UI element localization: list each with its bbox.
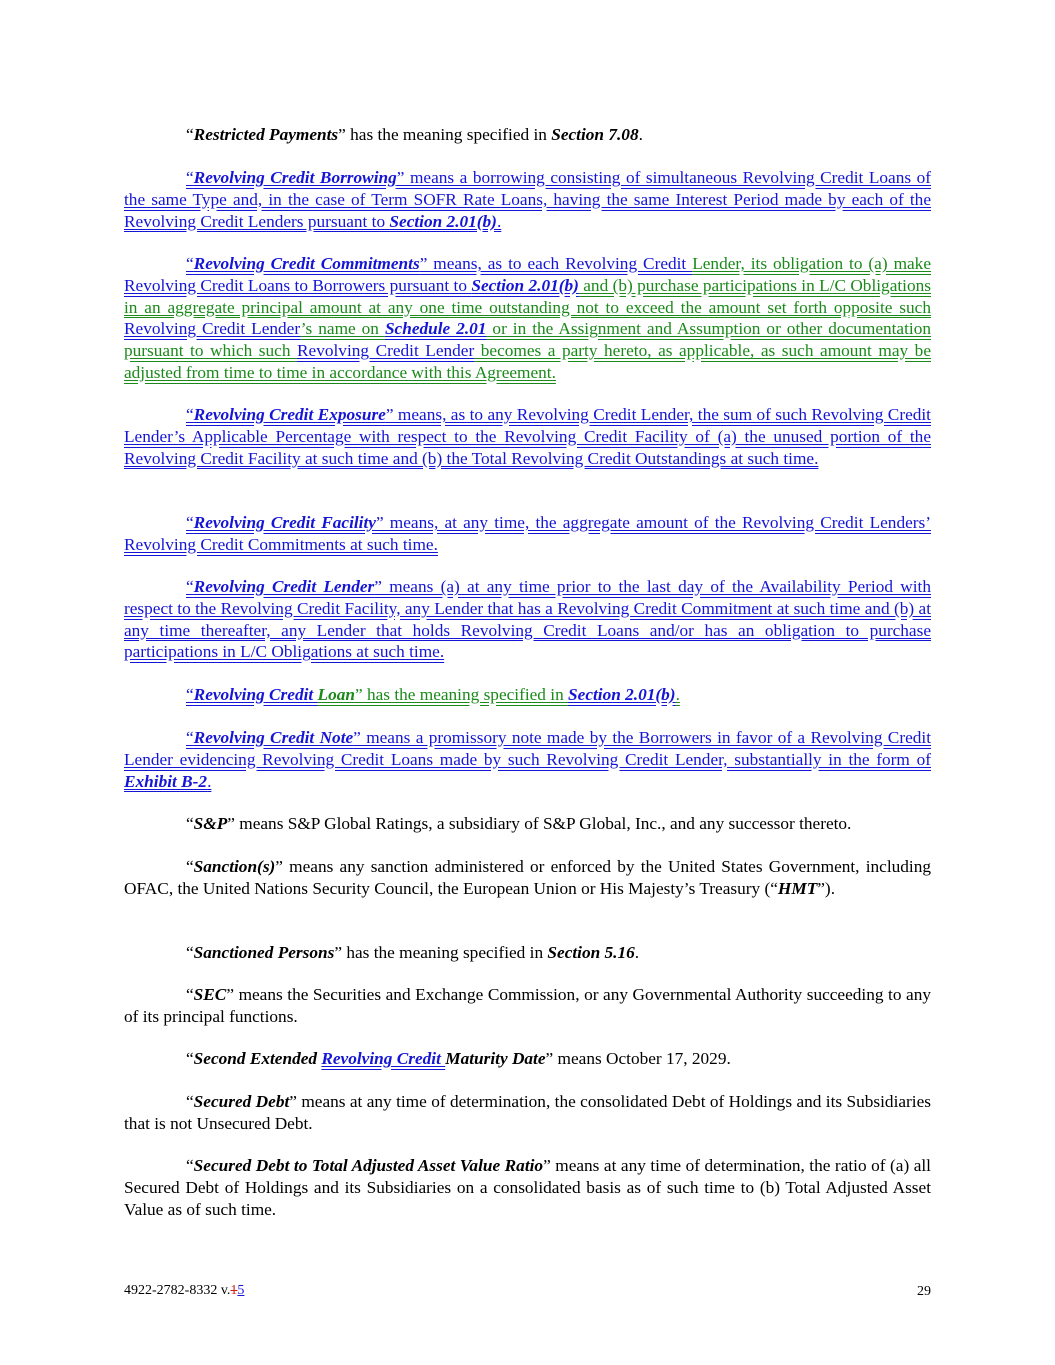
- defined-term: Secured Debt: [193, 1092, 290, 1111]
- defined-term: Revolving Credit Commitments: [193, 254, 420, 273]
- section-reference: Section 2.01(b): [568, 685, 676, 704]
- defined-term: Revolving Credit Borrowing: [193, 168, 397, 187]
- version-inserted: 5: [237, 1283, 245, 1298]
- definition-sanctions: “Sanction(s)” means any sanction administered or enforced by the United States Government, including OFAC, the United Nations Security Council, the European Union or His Majesty’s Treasury (“HMT”).: [124, 857, 931, 898]
- definition-revolving-credit-commitments: “Revolving Credit Commitments” means, as to each Revolving Credit Lender, its obligation to (a) make Revolving Credit Loans to Borrowers pursuant to Section 2.01(b) and (b) purchase participations in L/C Obligations in an aggregate principal amount at any one time outstanding not to exceed the amount set forth opposite such Revolving Credit Lender’s name on Schedule 2.01 or in the Assignment and Assumption or other documentation pursuant to which such Revolving Credit Lender becomes a party hereto, as applicable, as such amount may be adjusted from time to time in accordance with this Agreement.: [124, 254, 931, 382]
- defined-term: Secured Debt to Total Adjusted Asset Value Ratio: [193, 1156, 544, 1175]
- defined-term: Revolving Credit Exposure: [193, 405, 386, 424]
- footer-document-id: 4922-2782-8332 v.15: [124, 1283, 245, 1298]
- definition-secured-debt-ratio: “Secured Debt to Total Adjusted Asset Value Ratio” means at any time of determination, the ratio of (a) all Secured Debt of Holdings and its Subsidiaries on a consolidated basis as of such time to (b) Total Adjusted Asset Value as of such time.: [124, 1156, 931, 1219]
- defined-term: Revolving Credit: [193, 685, 318, 704]
- defined-term: S&P: [193, 814, 228, 833]
- version-deleted: 1: [230, 1283, 238, 1298]
- definition-secured-debt: “Secured Debt” means at any time of determination, the consolidated Debt of Holdings and its Subsidiaries that is not Unsecured Debt.: [124, 1092, 931, 1133]
- page-number: 29: [917, 1284, 931, 1299]
- defined-term-moved: Loan: [317, 685, 355, 704]
- definition-revolving-credit-loan: “Revolving Credit Loan” has the meaning specified in Section 2.01(b).: [186, 685, 680, 704]
- section-reference: Section 2.01(b): [471, 275, 579, 295]
- defined-term: Revolving Credit Note: [193, 728, 354, 747]
- defined-term: SEC: [193, 985, 227, 1004]
- definition-second-extended-maturity-date: “Second Extended Revolving Credit Maturity Date” means October 17, 2029.: [186, 1049, 731, 1068]
- definition-revolving-credit-note: “Revolving Credit Note” means a promissory note made by the Borrowers in favor of a Revolving Credit Lender evidencing Revolving Credit Loans made by such Revolving Credit Lender, substantially in the form of Exhibit B-2.: [124, 728, 932, 791]
- exhibit-reference: Exhibit B-2: [124, 771, 208, 791]
- section-reference: Section 5.16: [547, 943, 635, 962]
- definition-sanctioned-persons: “Sanctioned Persons” has the meaning specified in Section 5.16.: [186, 943, 640, 962]
- definition-s-and-p: “S&P” means S&P Global Ratings, a subsidiary of S&P Global, Inc., and any successor thereto.: [186, 814, 852, 833]
- definition-sec: “SEC” means the Securities and Exchange Commission, or any Governmental Authority succeeding to any of its principal functions.: [124, 985, 931, 1026]
- defined-term: Revolving Credit Lender: [193, 577, 375, 596]
- defined-term: HMT: [777, 878, 818, 898]
- defined-term: Sanction(s): [193, 857, 276, 876]
- definition-revolving-credit-lender: “Revolving Credit Lender” means (a) at any time prior to the last day of the Availability Period with respect to the Revolving Credit Facility, any Lender that has a Revolving Credit Commitment at such time and (b) at any time thereafter, any Lender that holds Revolving Credit Loans and/or has an obligation to purchase participations in L/C Obligations at such time.: [124, 577, 931, 662]
- section-reference: Section 7.08: [551, 125, 639, 144]
- definition-revolving-credit-facility: “Revolving Credit Facility” means, at any time, the aggregate amount of the Revolving Credit Lenders’ Revolving Credit Commitments at such time.: [124, 513, 931, 554]
- definition-revolving-credit-borrowing: “Revolving Credit Borrowing” means a borrowing consisting of simultaneous Revolving Credit Loans of the same Type and, in the case of Term SOFR Rate Loans, having the same Interest Period made by each of the Revolving Credit Lenders pursuant to Section 2.01(b).: [124, 168, 931, 231]
- definition-revolving-credit-exposure: “Revolving Credit Exposure” means, as to any Revolving Credit Lender, the sum of such Revolving Credit Lender’s Applicable Percentage with respect to the Revolving Credit Facility of (a) the unused portion of the Revolving Credit Facility at such time and (b) the Total Revolving Credit Outstandings at such time.: [124, 405, 931, 468]
- defined-term: Maturity Date: [445, 1049, 546, 1068]
- defined-term: Restricted Payments: [193, 125, 339, 144]
- section-reference: Section 2.01(b): [389, 211, 497, 231]
- defined-term: Sanctioned Persons: [193, 943, 335, 962]
- definition-restricted-payments: “Restricted Payments” has the meaning specified in Section 7.08.: [186, 125, 643, 144]
- defined-term-inserted: Revolving Credit: [321, 1049, 446, 1068]
- defined-term: Second Extended: [193, 1049, 322, 1068]
- defined-term: Revolving Credit Facility: [193, 513, 376, 532]
- schedule-reference: Schedule 2.01: [384, 319, 487, 339]
